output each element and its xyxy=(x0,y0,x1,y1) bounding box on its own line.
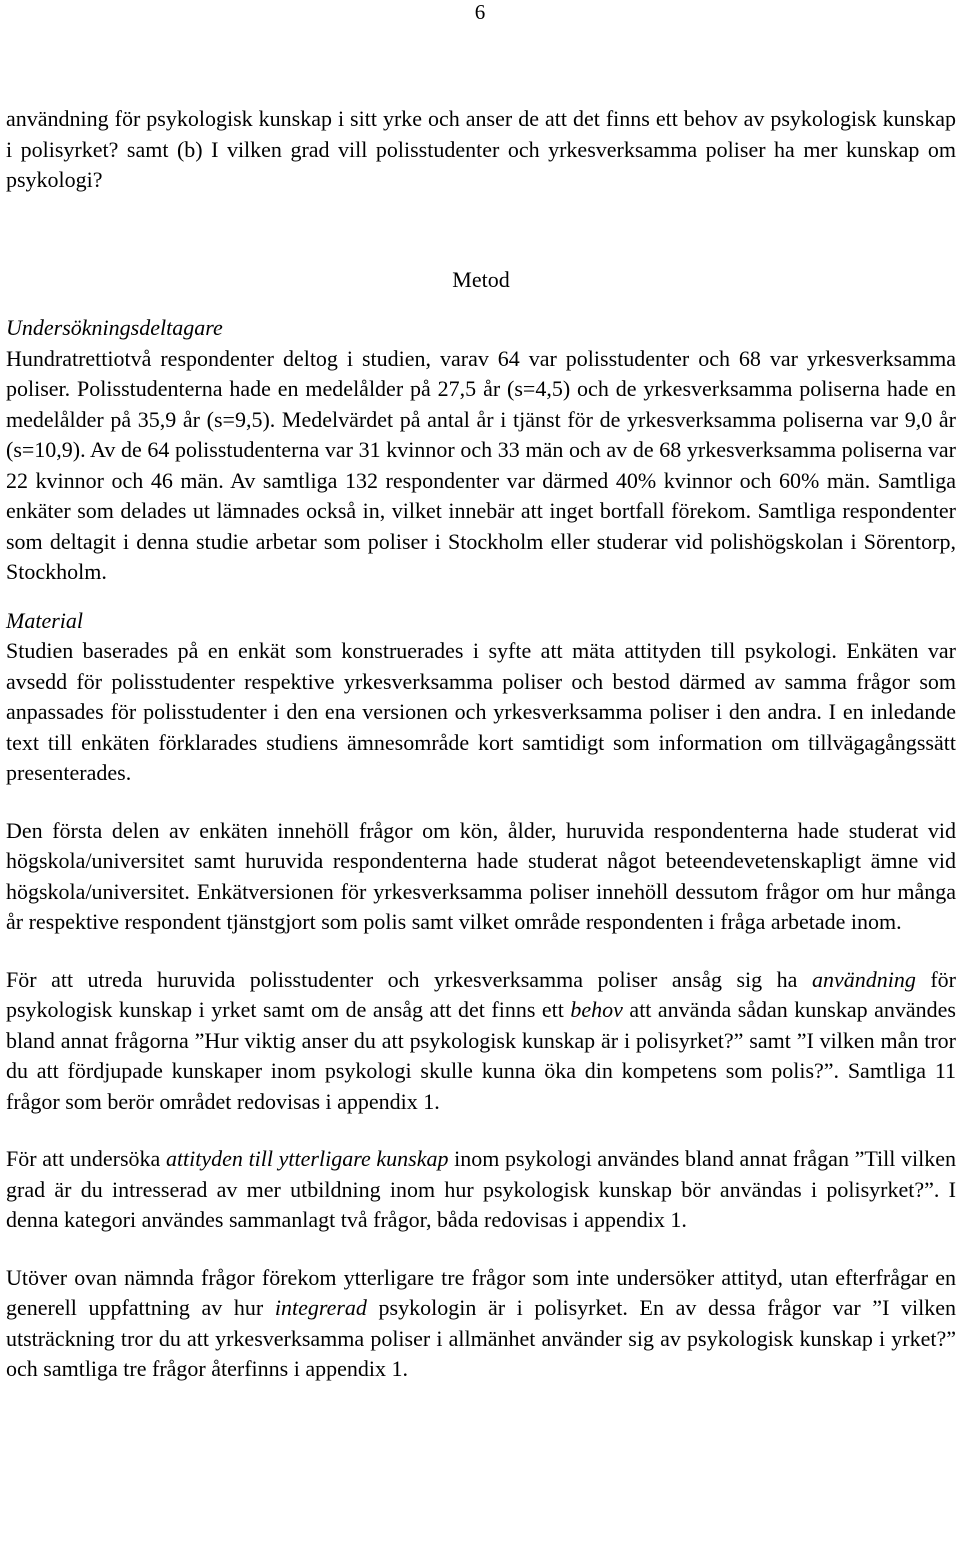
p4-text-b: inom psykologi användes bland annat frågan ”Till vilken grad är du intresserad av mer utbildning inom hur psykologisk kunskap bör användas i polisyrket?”. I denna kategori användes sammanlagt två frågor, båda redovisas i appendix 1. xyxy=(6,1146,957,1232)
document-body xyxy=(6,104,956,1385)
p3-term-behov: behov xyxy=(570,997,623,1022)
material-paragraph-1: Studien baserades på en enkät som konstruerades i syfte att mäta attityden till psykologi. Enkäten var avsedd för polisstudenter respektive yrkesverksamma poliser och bestod därmed av samma frågor som anpassades för polisstudenter i den ena versionen och yrkesverksamma poliser i den andra. I en inledande text till enkäten förklarades studiens ämnesområde kort samtidigt som information om tillvägagångssätt presenterades. xyxy=(6,638,956,785)
p3-text-a: För att utreda huruvida polisstudenter och yrkesverksamma poliser ansåg sig ha xyxy=(6,966,812,992)
material-section xyxy=(6,606,956,1385)
p4-term-attityd: attityden till ytterligare kunskap xyxy=(165,1146,449,1171)
page-number: 6 xyxy=(474,0,486,24)
subheading-material: Material xyxy=(6,607,83,633)
participants-paragraph: Hundratrettiotvå respondenter deltog i studien, varav 64 var polisstudenter och 68 var yrkesverksamma poliser. Polisstudenterna hade en medelålder på 27,5 år (s=4,5) och de yrkesverksamma poliserna hade en medelålder på 35,9 år (s=9,5). Medelvärdet på antal år i tjänst för de yrkesverksamma poliserna var 9,0 år (s=10,9). Av de 64 polisstudenterna var 31 kvinnor och 33 män och av de 68 yrkesverksamma poliserna var 22 kvinnor och 46 män. Av samtliga 132 respondenter var därmed 40% kvinnor och 60% män. Samtliga enkäter som delades ut lämnades också in, vilket innebär att inget bortfall förekom. Samtliga respondenter som deltagit i denna studie arbetar som poliser i Stockholm eller studerar vid polishögskolan i Sörentorp, Stockholm. xyxy=(6,345,956,584)
material-paragraph-5 xyxy=(6,1263,956,1385)
p3-term-anvandning: användning xyxy=(811,966,916,992)
material-paragraph-2: Den första delen av enkäten innehöll frågor om kön, ålder, huruvida respondenterna hade studerat vid högskola/universitet samt huruvida respondenterna hade studerat något beteendevetenskapligt ämne vid högskola/universitet. Enkätversionen för yrkesverksamma poliser innehöll dessutom frågor om hur många år respektive respondent tjänstgjort som polis samt vilket område respondenten i fråga arbetade inom. xyxy=(6,817,956,934)
subheading-participants: Undersökningsdeltagare xyxy=(6,315,223,340)
p3-text-c: att använda sådan kunskap användes bland annat frågorna ”Hur viktig anser du att psykologisk kunskap är i polisyrket?” samt ”I vilken mån tror du att fördjupade kunskaper inom psykologi skulle kunna öka din kompetens som polis?”. Samtliga 11 frågor som berör området redovisas i appendix 1. xyxy=(6,997,956,1114)
p5-text-a: Utöver ovan nämnda frågor förekom ytterligare tre frågor som inte undersöker attityd, utan efterfrågar en generell uppfattning av hur xyxy=(6,1264,956,1320)
p5-term-integrerad: integrerad xyxy=(274,1295,367,1320)
p3-text-b: för psykologisk kunskap i yrket samt om de ansåg att det finns ett xyxy=(6,966,956,1022)
intro-paragraph: användning för psykologisk kunskap i sitt yrke och anser de att det finns ett behov av psykologisk kunskap i polisyrket? samt (b) I vilken grad vill polisstudenter och yrkesverksamma poliser ha mer kunskap om psykologi? xyxy=(6,106,956,192)
material-paragraph-4 xyxy=(6,1144,956,1236)
p4-text-a: För att undersöka xyxy=(6,1146,166,1171)
material-paragraph-3 xyxy=(6,965,956,1118)
participants-section xyxy=(6,313,956,588)
p5-text-b: psykologin är i polisyrket. En av dessa frågor var ”I vilken utsträckning tror du att yrkesverksamma poliser i allmänhet använder sig av psykologisk kunskap i yrket?” och samtliga tre frågor återfinns i appendix 1. xyxy=(6,1295,956,1381)
section-heading-metod: Metod xyxy=(452,266,510,292)
